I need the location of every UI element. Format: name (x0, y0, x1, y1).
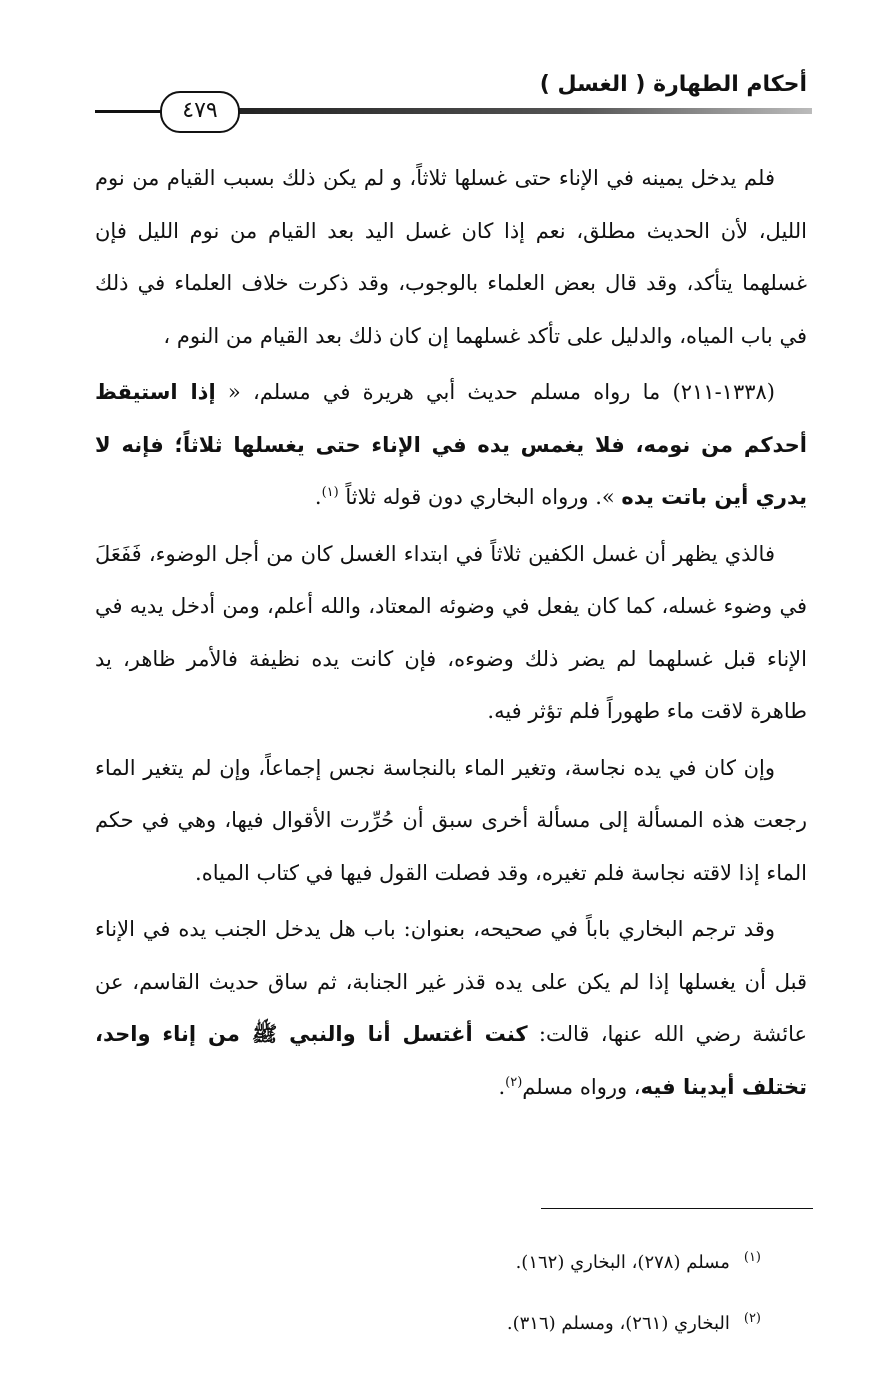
footnote-1 (161, 1230, 761, 1291)
main-text (95, 152, 807, 1113)
footnote-1-mark: (١) (743, 1250, 761, 1265)
footnote-2 (161, 1291, 761, 1352)
footnote-2-mark: (٢) (743, 1311, 761, 1326)
footnote-2-text: البخاري (٢٦١)، ومسلم (٣١٦). (506, 1313, 730, 1334)
header-rule-left (95, 110, 165, 113)
footnote-ref-1[interactable]: (١) (321, 485, 339, 500)
paragraph-5-end: . (498, 1074, 506, 1099)
paragraph-2 (95, 366, 807, 524)
aisha-hadith-part-1: كنت أغتسل أنا والنبي ﷺ من إناء واحد، (95, 1022, 528, 1046)
paragraph-5 (95, 903, 807, 1113)
aisha-hadith-part-2: تختلف أيدينا فيه (640, 1074, 807, 1099)
hadith-text: إذا استيقظ أحدكم من نومه، فلا يغمس يده في الإناء حتى يغسلها ثلاثاً؛ فإنه لا يدري أين باتت يده (95, 380, 807, 509)
header-rule-right (232, 108, 812, 114)
paragraph-3: فالذي يظهر أن غسل الكفين ثلاثاً في ابتداء الغسل كان من أجل الوضوء، فَفَعَلَ في وضوء غسله، كما كان يفعل في وضوئه المعتاد، والله أعلم، ومن أدخل يديه في الإناء قبل غسلهما لم يضر ذلك وضوءه، فإن كانت يده نظيفة فالأمر ظاهر، يد طاهرة لاقت ماء طهوراً فلم تؤثر فيه. (95, 541, 807, 723)
hadith-end: . (314, 485, 322, 509)
page-number: ٤٧٩ (160, 91, 240, 133)
footnotes (161, 1230, 761, 1352)
hadith-intro: (١٣٣٨-٢١١) ما رواه مسلم حديث أبي هريرة في مسلم، « (215, 380, 775, 404)
paragraph-1: فلم يدخل يمينه في الإناء حتى غسلها ثلاثاً، و لم يكن ذلك بسبب القيام من نوم الليل، لأن الحديث مطلق، نعم إذا كان غسل اليد بعد القيام من نوم الليل فإن غسلهما يتأكد، وقد قال بعض العلماء بالوجوب، وقد ذكرت خلاف العلماء في ذلك في باب المياه، والدليل على تأكد غسلهما إن كان ذلك بعد القيام من النوم ، (95, 166, 807, 348)
running-header-title: أحكام الطهارة ( الغسل ) (539, 72, 807, 97)
footnote-1-text: مسلم (٢٧٨)، البخاري (١٦٢). (515, 1252, 730, 1273)
hadith-outro: ». ورواه البخاري دون قوله ثلاثاً (338, 485, 622, 509)
footnote-separator (541, 1208, 813, 1209)
muslim-narration: ، ورواه مسلم (522, 1074, 641, 1099)
bukhari-chapter-text: وقد ترجم البخاري باباً في صحيحه، بعنوان: باب هل يدخل الجنب يده في الإناء قبل أن يغسلها إذا لم يكن على يده قذر غير الجنابة، ثم ساق حديث القاسم، عن عائشة رضي الله عنها، قالت: (95, 917, 807, 1046)
footnote-ref-2[interactable]: (٢) (505, 1074, 523, 1090)
paragraph-4: وإن كان في يده نجاسة، وتغير الماء بالنجاسة نجس إجماعاً، وإن لم يتغير الماء رجعت هذه المسألة إلى مسألة أخرى سبق أن حُرِّرت الأقوال فيها، وهي في حكم الماء إذا لاقته نجاسة فلم تغيره، وقد فصلت القول فيها في كتاب المياه. (95, 755, 807, 885)
